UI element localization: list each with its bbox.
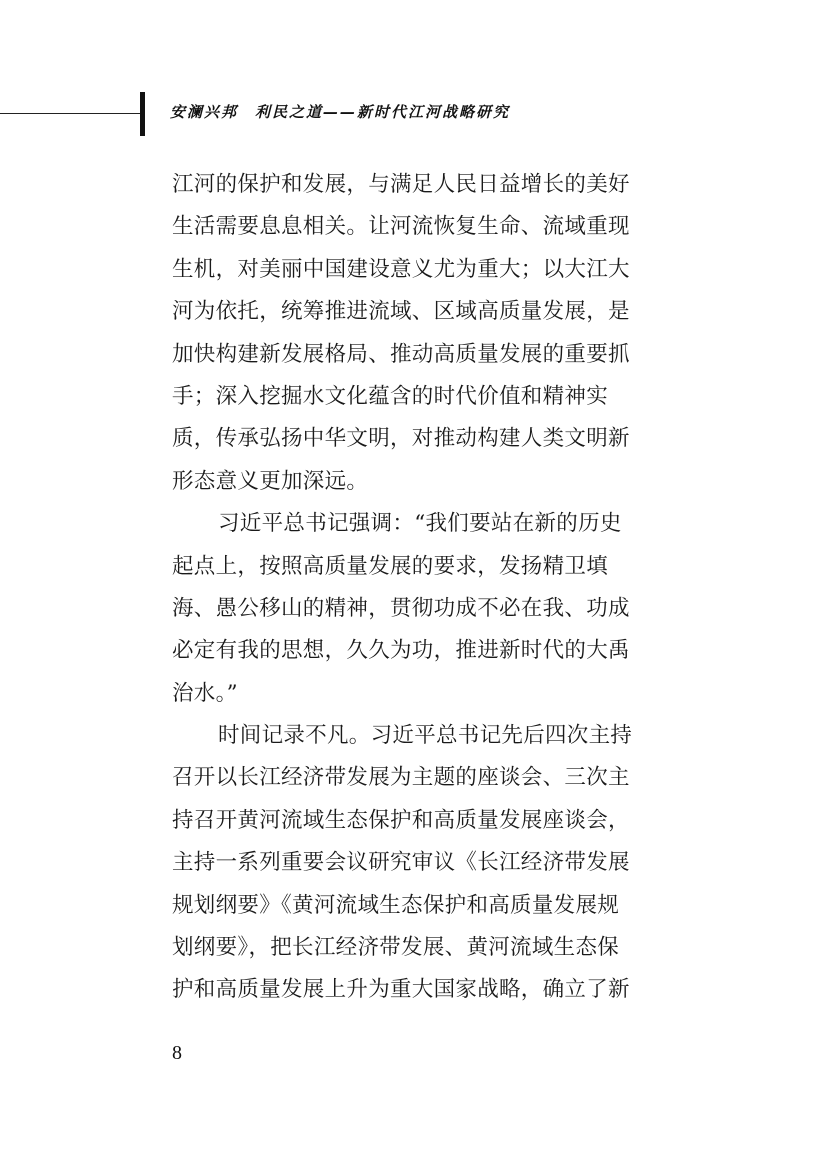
text-line: 划纲要》，把长江经济带发展、黄河流域生态保 bbox=[172, 935, 620, 961]
header-bar bbox=[140, 92, 145, 136]
text-line: 加快构建新发展格局、推动高质量发展的重要抓 bbox=[172, 341, 630, 367]
text-line: 手；深入挖掘水文化蕴含的时代价值和精神实 bbox=[172, 383, 609, 409]
text-line: 形态意义更加深远。 bbox=[172, 468, 369, 494]
text-line: 起点上，按照高质量发展的要求，发扬精卫填 bbox=[172, 553, 609, 579]
text-line: 持召开黄河流域生态保护和高质量发展座谈会， bbox=[172, 807, 630, 833]
running-head: 安澜兴邦 利民之道——新时代江河战略研究 bbox=[170, 103, 511, 121]
body-text bbox=[172, 164, 666, 1012]
paragraph-start-line: 习近平总书记强调：“我们要站在新的历史 bbox=[218, 511, 622, 537]
text-line: 质，传承弘扬中华文明，对推动构建人类文明新 bbox=[172, 426, 630, 452]
text-line: 生活需要息息相关。让河流恢复生命、流域重现 bbox=[172, 214, 630, 240]
text-line: 必定有我的思想，久久为功，推进新时代的大禹 bbox=[172, 638, 630, 664]
text-line: 护和高质量发展上升为重大国家战略，确立了新 bbox=[172, 977, 630, 1003]
page-number: 8 bbox=[172, 1042, 182, 1064]
text-line: 主持一系列重要会议研究审议《长江经济带发展 bbox=[172, 850, 630, 876]
header-rule bbox=[0, 113, 140, 114]
text-line: 召开以长江经济带发展为主题的座谈会、三次主 bbox=[172, 765, 630, 791]
text-line: 河为依托，统筹推进流域、区域高质量发展，是 bbox=[172, 299, 630, 325]
text-line: 海、愚公移山的精神，贯彻功成不必在我、功成 bbox=[172, 595, 630, 621]
text-line: 江河的保护和发展，与满足人民日益增长的美好 bbox=[172, 172, 630, 197]
text-line: 生机，对美丽中国建设意义尤为重大；以大江大 bbox=[172, 256, 630, 282]
text-line: 规划纲要》《黄河流域生态保护和高质量发展规 bbox=[172, 892, 620, 918]
text-line: 治水。” bbox=[172, 680, 238, 706]
paragraph-start-line: 时间记录不凡。习近平总书记先后四次主持 bbox=[218, 723, 633, 749]
